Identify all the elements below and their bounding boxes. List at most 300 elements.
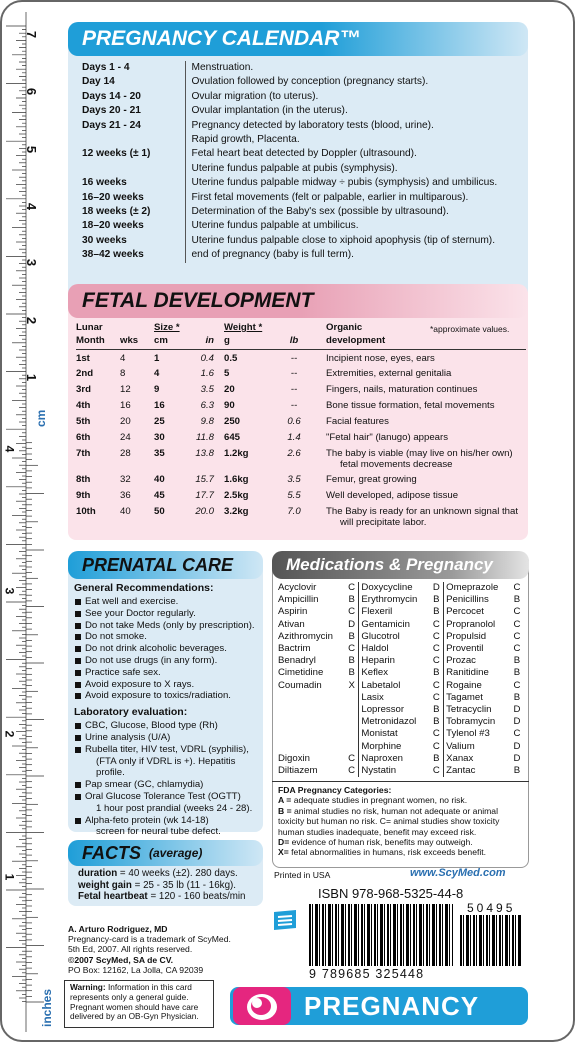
med-name: Lopressor xyxy=(359,704,430,716)
fetal-in: 0.4 xyxy=(200,352,214,364)
fetal-organic: Femur, great growing xyxy=(326,474,417,485)
lab-title: Laboratory evaluation: xyxy=(74,706,188,719)
med-row xyxy=(276,667,524,679)
fetal-wks: 36 xyxy=(120,490,131,501)
calendar-event: end of pregnancy (baby is full term). xyxy=(185,248,497,262)
fetal-row xyxy=(76,429,526,445)
med-category: C xyxy=(348,643,356,655)
ruler-inch-1: 1 xyxy=(24,373,40,382)
med-category: C xyxy=(348,582,356,593)
med-row xyxy=(276,692,524,704)
isbn: ISBN 978-968-5325-44-8 xyxy=(318,886,464,901)
med-name: Morphine xyxy=(359,741,430,753)
general-rec-item: Do not take Meds (only by prescription). xyxy=(74,620,262,632)
fetal-organic: Incipient nose, eyes, ears xyxy=(326,352,435,364)
calendar-event: Ovulation followed by conception (pregnancy starts). xyxy=(185,75,497,89)
fetal-g: 20 xyxy=(224,384,235,395)
med-name: Haldol xyxy=(359,643,430,655)
facts-value: = 120 - 160 beats/min xyxy=(150,891,246,902)
calendar-period: Days 21 - 24 xyxy=(82,119,141,131)
calendar-row xyxy=(80,133,497,147)
med-category: C xyxy=(432,691,440,703)
med-name: Flexeril xyxy=(359,606,430,618)
med-category: C xyxy=(432,728,440,740)
ruler-inch-6: 6 xyxy=(24,87,40,96)
barcode-addon xyxy=(460,915,522,966)
fetal-organic: Bone tissue formation, fetal movements xyxy=(326,400,495,411)
med-name: Tagamet xyxy=(444,692,510,704)
fetal-lb: -- xyxy=(290,352,298,364)
fda-desc: evidence of human risk, benefits may outweigh. xyxy=(291,837,473,848)
fetal-lb: -- xyxy=(290,368,298,379)
fda-desc: adequate studies in pregnant women, no risk. xyxy=(293,795,468,806)
med-category: C xyxy=(513,679,521,691)
med-category: B xyxy=(348,630,355,642)
calendar-period: 16 weeks xyxy=(82,177,127,189)
fetal-in: 6.3 xyxy=(200,400,214,411)
med-category: B xyxy=(513,765,521,777)
fetal-organic: The baby is viable (may live on his/her own) xyxy=(326,448,513,459)
fetal-row xyxy=(76,413,526,429)
calendar-period: Day 14 xyxy=(82,76,115,88)
facts-title: FACTS xyxy=(82,842,142,863)
fetal-lb: 5.5 xyxy=(287,490,301,501)
calendar-event: Fetal heart beat detected by Doppler (ultrasound). xyxy=(185,147,497,161)
med-category xyxy=(345,716,359,728)
fetal-g: 3.2kg xyxy=(224,506,249,517)
med-row xyxy=(276,631,524,643)
fda-code: A = xyxy=(278,795,292,806)
med-category: B xyxy=(433,716,440,728)
calendar-row xyxy=(80,104,497,118)
fetal-h-in: in xyxy=(205,335,214,346)
fetal-h-g: g xyxy=(224,335,230,346)
author-line: A. Arturo Rodriguez, MD xyxy=(68,924,168,934)
fetal-organic-cont: will precipitate labor. xyxy=(340,517,427,528)
med-name xyxy=(276,716,345,728)
med-row xyxy=(276,619,524,631)
med-category: D xyxy=(513,740,521,752)
printed-text: Printed in USA xyxy=(274,870,331,880)
fetal-month: 7th xyxy=(76,448,91,459)
ruler-inch-label: inches xyxy=(40,988,54,1027)
fetal-row xyxy=(76,381,526,397)
fetal-g: 90 xyxy=(224,400,235,411)
lab-item: Urine analysis (U/A) xyxy=(74,732,262,744)
lab-item: (FTA only if VDRL is +). Hepatitis profile. xyxy=(96,755,236,779)
calendar-event: Ovular implantation (in the uterus). xyxy=(185,104,497,118)
fetal-month: 8th xyxy=(76,474,91,485)
med-name: Ativan xyxy=(278,618,305,630)
fetal-h-organic: Organic xyxy=(326,322,363,333)
fetal-cm: 35 xyxy=(154,448,165,459)
fetal-cm: 9 xyxy=(154,384,160,395)
calendar-period: 18–20 weeks xyxy=(82,220,144,232)
ruler-inch-7: 7 xyxy=(24,30,40,39)
med-category: C xyxy=(432,618,440,630)
calendar-row xyxy=(80,119,497,133)
med-category: B xyxy=(513,691,521,703)
fetal-wks: 40 xyxy=(120,506,131,517)
author-line: 5th Ed, 2007. All rights reserved. xyxy=(68,944,193,955)
general-rec-list xyxy=(74,596,262,702)
calendar-period: 16–20 weeks xyxy=(82,191,144,203)
fda-code: D= xyxy=(278,837,290,848)
fetal-organic: The Baby is ready for an unknown signal that xyxy=(326,506,518,517)
calendar-row xyxy=(80,75,497,89)
lab-item: Pap smear (GC, chlamydia) xyxy=(74,779,262,791)
fetal-g: 1.2kg xyxy=(224,448,249,459)
author-line: Pregnancy-card is a trademark of ScyMed. xyxy=(68,934,231,945)
fetal-organic: "Fetal hair" (lanugo) appears xyxy=(326,432,449,443)
med-category: B xyxy=(433,606,440,618)
warning-box xyxy=(64,980,214,1028)
med-name: Metronidazol xyxy=(359,716,430,728)
med-category: C xyxy=(432,630,440,642)
fetal-h-wks: wks xyxy=(120,335,139,346)
med-category: C xyxy=(432,679,440,691)
fetal-g: 250 xyxy=(224,416,241,427)
warning-text: Information in this card represents only a general guide. Pregnant women should have care delivered by an OB-Gyn Physician. xyxy=(70,982,199,1022)
lab-list xyxy=(74,720,262,838)
baby-icon xyxy=(233,987,291,1025)
fetal-g: 645 xyxy=(224,432,241,443)
fetal-month: 2nd xyxy=(76,368,94,379)
fetal-cm: 40 xyxy=(154,474,165,485)
fetal-in: 3.5 xyxy=(200,384,214,395)
fetal-month: 3rd xyxy=(76,384,91,395)
fetal-wks: 16 xyxy=(120,400,131,411)
fetal-h-weight: Weight * xyxy=(224,322,263,333)
calendar-period: 38–42 weeks xyxy=(82,249,144,261)
med-name: Bactrim xyxy=(278,643,311,655)
med-name: Xanax xyxy=(444,753,510,765)
ruler-ticks xyxy=(2,2,62,1042)
fetal-lb: 3.5 xyxy=(287,474,301,485)
calendar-period: 12 weeks (± 1) xyxy=(82,148,151,160)
fetal-organic: Facial features xyxy=(326,416,389,427)
med-name: Azithromycin xyxy=(278,630,333,642)
fda-title: FDA Pregnancy Categories: xyxy=(278,785,392,795)
med-name: Doxycycline xyxy=(359,582,430,594)
med-category: B xyxy=(513,667,521,679)
med-category: D xyxy=(513,704,521,716)
fda-category xyxy=(278,806,526,837)
med-row xyxy=(276,655,524,667)
general-rec-item: Do not smoke. xyxy=(74,631,262,643)
med-name: Percocet xyxy=(444,606,510,618)
med-category: C xyxy=(348,765,356,777)
calendar-row xyxy=(80,191,497,205)
general-rec-item: Avoid exposure to toxics/radiation. xyxy=(74,690,262,702)
calendar-row xyxy=(80,162,497,176)
med-name: Penicillins xyxy=(444,594,510,606)
fda-category xyxy=(278,837,526,847)
fda-code: X= xyxy=(278,847,289,858)
med-name: Propulsid xyxy=(444,631,510,643)
med-name: Digoxin xyxy=(278,752,310,764)
med-name: Zantac xyxy=(444,765,510,777)
fda-desc: animal studies no risk, human not adequate or animal toxicity but human no risk. C= animal studies show toxicity human studies inadequate, benefit may exceed risk. xyxy=(278,805,500,837)
fetal-lb: -- xyxy=(290,400,298,411)
med-name: Diltiazem xyxy=(278,765,318,777)
fetal-in: 1.6 xyxy=(200,368,214,379)
calendar-row xyxy=(80,147,497,161)
calendar-event: First fetal movements (felt or palpable, earlier in multiparous). xyxy=(185,191,497,205)
med-name: Cimetidine xyxy=(278,667,324,679)
fetal-g: 2.5kg xyxy=(224,490,249,501)
website-link[interactable]: www.ScyMed.com xyxy=(410,867,506,879)
ruler-cm-label: cm xyxy=(34,409,48,427)
med-row xyxy=(276,765,524,777)
general-rec-title: General Recommendations: xyxy=(74,582,214,594)
calendar-event: Pregnancy detected by laboratory tests (blood, urine). xyxy=(185,119,497,133)
facts-value: = 25 - 35 lb (11 - 16kg). xyxy=(134,879,237,891)
med-category: D xyxy=(432,582,440,593)
calendar-event: Determination of the Baby's sex (possible by ultrasound). xyxy=(185,205,497,219)
med-name: Valium xyxy=(444,741,510,753)
med-row xyxy=(276,606,524,618)
fetal-h-month: Month xyxy=(76,335,105,346)
ruler-cm-4: 4 xyxy=(2,445,17,453)
fetal-note: *approximate values. xyxy=(430,324,510,334)
fetal-month: 4th xyxy=(76,400,91,411)
ruler-inch-4: 4 xyxy=(24,202,40,211)
fetal-organic: Well developed, adipose tissue xyxy=(326,490,459,501)
fetal-organic-cont: fetal movements decrease xyxy=(340,459,453,470)
calendar-row xyxy=(80,90,497,104)
fetal-in: 13.8 xyxy=(195,448,214,459)
facts-sub: (average) xyxy=(149,846,203,860)
prenatal-content xyxy=(74,580,262,838)
med-category xyxy=(345,728,359,740)
fetal-wks: 4 xyxy=(120,352,126,364)
ruler-inch-5: 5 xyxy=(24,145,40,154)
fda-categories xyxy=(278,785,526,858)
fetal-wks: 8 xyxy=(120,368,126,379)
calendar-row xyxy=(80,205,497,219)
ruler-cm-2: 2 xyxy=(2,730,17,738)
med-name: Tylenol #3 xyxy=(444,728,510,740)
fetal-cm: 16 xyxy=(154,400,165,411)
barcode xyxy=(309,904,453,966)
fda-code: B = xyxy=(278,805,292,816)
calendar-event: Uterine fundus palpable midway ÷ pubis (symphysis) and umbilicus. xyxy=(185,176,497,190)
fetal-lb: 7.0 xyxy=(287,506,301,517)
fetal-row xyxy=(76,365,526,381)
med-name: Acyclovir xyxy=(278,582,317,593)
fetal-title: FETAL DEVELOPMENT xyxy=(68,284,528,318)
general-rec-item: See your Doctor regularly. xyxy=(74,608,262,620)
facts-rows xyxy=(78,868,245,903)
med-name: Keflex xyxy=(359,667,430,679)
fda-category xyxy=(278,847,526,857)
med-name: Monistat xyxy=(359,728,430,740)
fetal-row xyxy=(76,487,526,503)
fetal-h-lb: lb xyxy=(289,335,299,346)
med-name: Gentamicin xyxy=(359,619,430,631)
ruler-inch-2: 2 xyxy=(24,316,40,325)
author-block xyxy=(68,924,231,975)
fetal-g: 5 xyxy=(224,368,230,379)
med-name: Proventil xyxy=(444,643,510,655)
calendar-event: Uterine fundus palpable close to xiphoid apophysis (tip of sternum). xyxy=(185,234,497,248)
med-name: Propranolol xyxy=(444,619,510,631)
general-rec-item: Avoid exposure to X rays. xyxy=(74,679,262,691)
med-name: Labetalol xyxy=(359,680,430,692)
author-line: ©2007 ScyMed, SA de CV. xyxy=(68,954,174,965)
fetal-h-lunar: Lunar xyxy=(76,322,103,333)
med-category: B xyxy=(433,704,440,716)
calendar-event: Uterine fundus palpable at pubis (symphysis). xyxy=(185,162,497,176)
med-name: Erythromycin xyxy=(359,594,430,606)
lab-item: CBC, Glucose, Blood type (Rh) xyxy=(74,720,262,732)
calendar-period: 30 weeks xyxy=(82,234,127,246)
calendar-row xyxy=(80,234,497,248)
fetal-in: 15.7 xyxy=(195,474,214,485)
facts-key: Fetal heartbeat xyxy=(78,891,148,902)
med-category: B xyxy=(513,655,521,667)
fetal-cm: 25 xyxy=(154,416,165,427)
fetal-cm: 30 xyxy=(154,432,165,443)
fetal-cm: 1 xyxy=(154,352,160,364)
med-name xyxy=(276,741,345,753)
fetal-row xyxy=(76,397,526,413)
med-category: B xyxy=(513,594,521,606)
med-category: C xyxy=(513,582,521,593)
med-name: Glucotrol xyxy=(359,631,430,643)
calendar-table xyxy=(80,61,497,263)
facts-value: = 40 weeks (±2). 280 days. xyxy=(119,868,238,879)
med-category: B xyxy=(433,594,440,606)
med-name: Benadryl xyxy=(278,655,316,667)
fetal-month: 6th xyxy=(76,432,91,443)
fetal-h-cm: cm xyxy=(154,335,168,346)
med-name xyxy=(276,704,345,716)
general-rec-item: Do not drink alcoholic beverages. xyxy=(74,643,262,655)
med-category: B xyxy=(348,655,355,667)
lab-item: Rubella titer, HIV test, VDRL (syphilis), xyxy=(74,744,262,756)
general-rec-item: Practice safe sex. xyxy=(74,667,262,679)
calendar-event: Uterine fundus palpable at umbilicus. xyxy=(185,219,497,233)
warning-label: Warning: xyxy=(70,982,106,992)
lab-item: Alpha-feto protein (wk 14-18) xyxy=(74,815,262,827)
med-row xyxy=(276,594,524,606)
fetal-wks: 12 xyxy=(120,384,131,395)
med-category: X xyxy=(348,679,355,691)
med-category: B xyxy=(433,752,440,764)
fetal-row xyxy=(76,445,526,471)
facts-key: duration xyxy=(78,868,118,879)
med-row xyxy=(276,582,524,594)
med-category xyxy=(345,704,359,716)
med-category xyxy=(345,741,359,753)
fetal-table xyxy=(76,322,526,529)
med-category: D xyxy=(513,752,521,764)
med-name: Rogaine xyxy=(444,680,510,692)
fetal-organic: Fingers, nails, maturation continues xyxy=(326,384,478,395)
med-category: D xyxy=(513,716,521,728)
med-row xyxy=(276,753,524,765)
fetal-month: 9th xyxy=(76,490,91,501)
med-name: Tobramycin xyxy=(444,716,510,728)
med-name: Tetracyclin xyxy=(444,704,510,716)
facts-key: weight gain xyxy=(78,879,132,891)
med-name xyxy=(276,728,345,740)
fda-category xyxy=(278,795,526,805)
calendar-period: Days 14 - 20 xyxy=(82,90,141,102)
med-category: C xyxy=(432,655,440,667)
fetal-in: 9.8 xyxy=(200,416,214,427)
general-rec-item: Eat well and exercise. xyxy=(74,596,262,608)
lab-item: screen for neural tube defect. xyxy=(96,826,221,838)
fetal-in: 17.7 xyxy=(195,490,214,501)
med-row xyxy=(276,680,524,692)
med-name: Omeprazole xyxy=(444,582,510,594)
fetal-month: 5th xyxy=(76,416,91,427)
meds-title: Medications & Pregnancy xyxy=(272,551,529,579)
med-name: Naproxen xyxy=(359,753,430,765)
publisher-logo-icon xyxy=(272,908,298,932)
ruler xyxy=(2,2,62,1042)
med-category: C xyxy=(432,643,440,655)
med-category: B xyxy=(348,667,355,679)
fetal-lb: 1.4 xyxy=(287,432,301,443)
fetal-in: 20.0 xyxy=(195,506,214,517)
med-category: C xyxy=(513,728,521,740)
calendar-row xyxy=(80,61,497,75)
fetal-row xyxy=(76,471,526,487)
med-category: D xyxy=(348,618,356,630)
facts-row xyxy=(78,880,245,892)
fetal-organic: Extremities, external genitalia xyxy=(326,368,452,379)
calendar-period xyxy=(80,162,185,176)
fetal-cm: 4 xyxy=(154,368,160,379)
fetal-row xyxy=(76,349,526,365)
med-name: Coumadin xyxy=(278,679,322,691)
fetal-g: 1.6kg xyxy=(224,474,249,485)
med-row xyxy=(276,741,524,753)
calendar-event: Menstruation. xyxy=(185,61,497,75)
facts-row xyxy=(78,891,245,903)
calendar-period xyxy=(80,133,185,147)
calendar-title: PREGNANCY CALENDAR™ xyxy=(68,22,528,56)
ruler-cm-3: 3 xyxy=(2,587,17,595)
fetal-lb: 0.6 xyxy=(287,416,301,427)
med-name: Ampicillin xyxy=(278,594,319,606)
fetal-lb: -- xyxy=(290,384,298,395)
med-row xyxy=(276,643,524,655)
fetal-month: 10th xyxy=(76,506,96,517)
lab-item: Oral Glucose Tolerance Test (OGTT) xyxy=(74,791,262,803)
calendar-period: Days 1 - 4 xyxy=(82,62,130,73)
fetal-wks: 20 xyxy=(120,416,131,427)
calendar-event: Rapid growth, Placenta. xyxy=(185,133,497,147)
med-category: C xyxy=(432,740,440,752)
fetal-month: 1st xyxy=(76,352,90,364)
fetal-row xyxy=(76,503,526,529)
barcode-addon-digits: 50495 xyxy=(467,901,516,915)
ruler-inch-3: 3 xyxy=(24,258,40,267)
ruler-cm-1: 1 xyxy=(2,873,17,881)
med-category: C xyxy=(348,752,356,764)
meds-table xyxy=(276,582,524,777)
author-line: PO Box: 12162, La Jolla, CA 92039 xyxy=(68,964,204,975)
fetal-in: 11.8 xyxy=(196,432,214,443)
med-category: C xyxy=(513,630,521,642)
med-name: Heparin xyxy=(359,655,430,667)
med-row xyxy=(276,704,524,716)
